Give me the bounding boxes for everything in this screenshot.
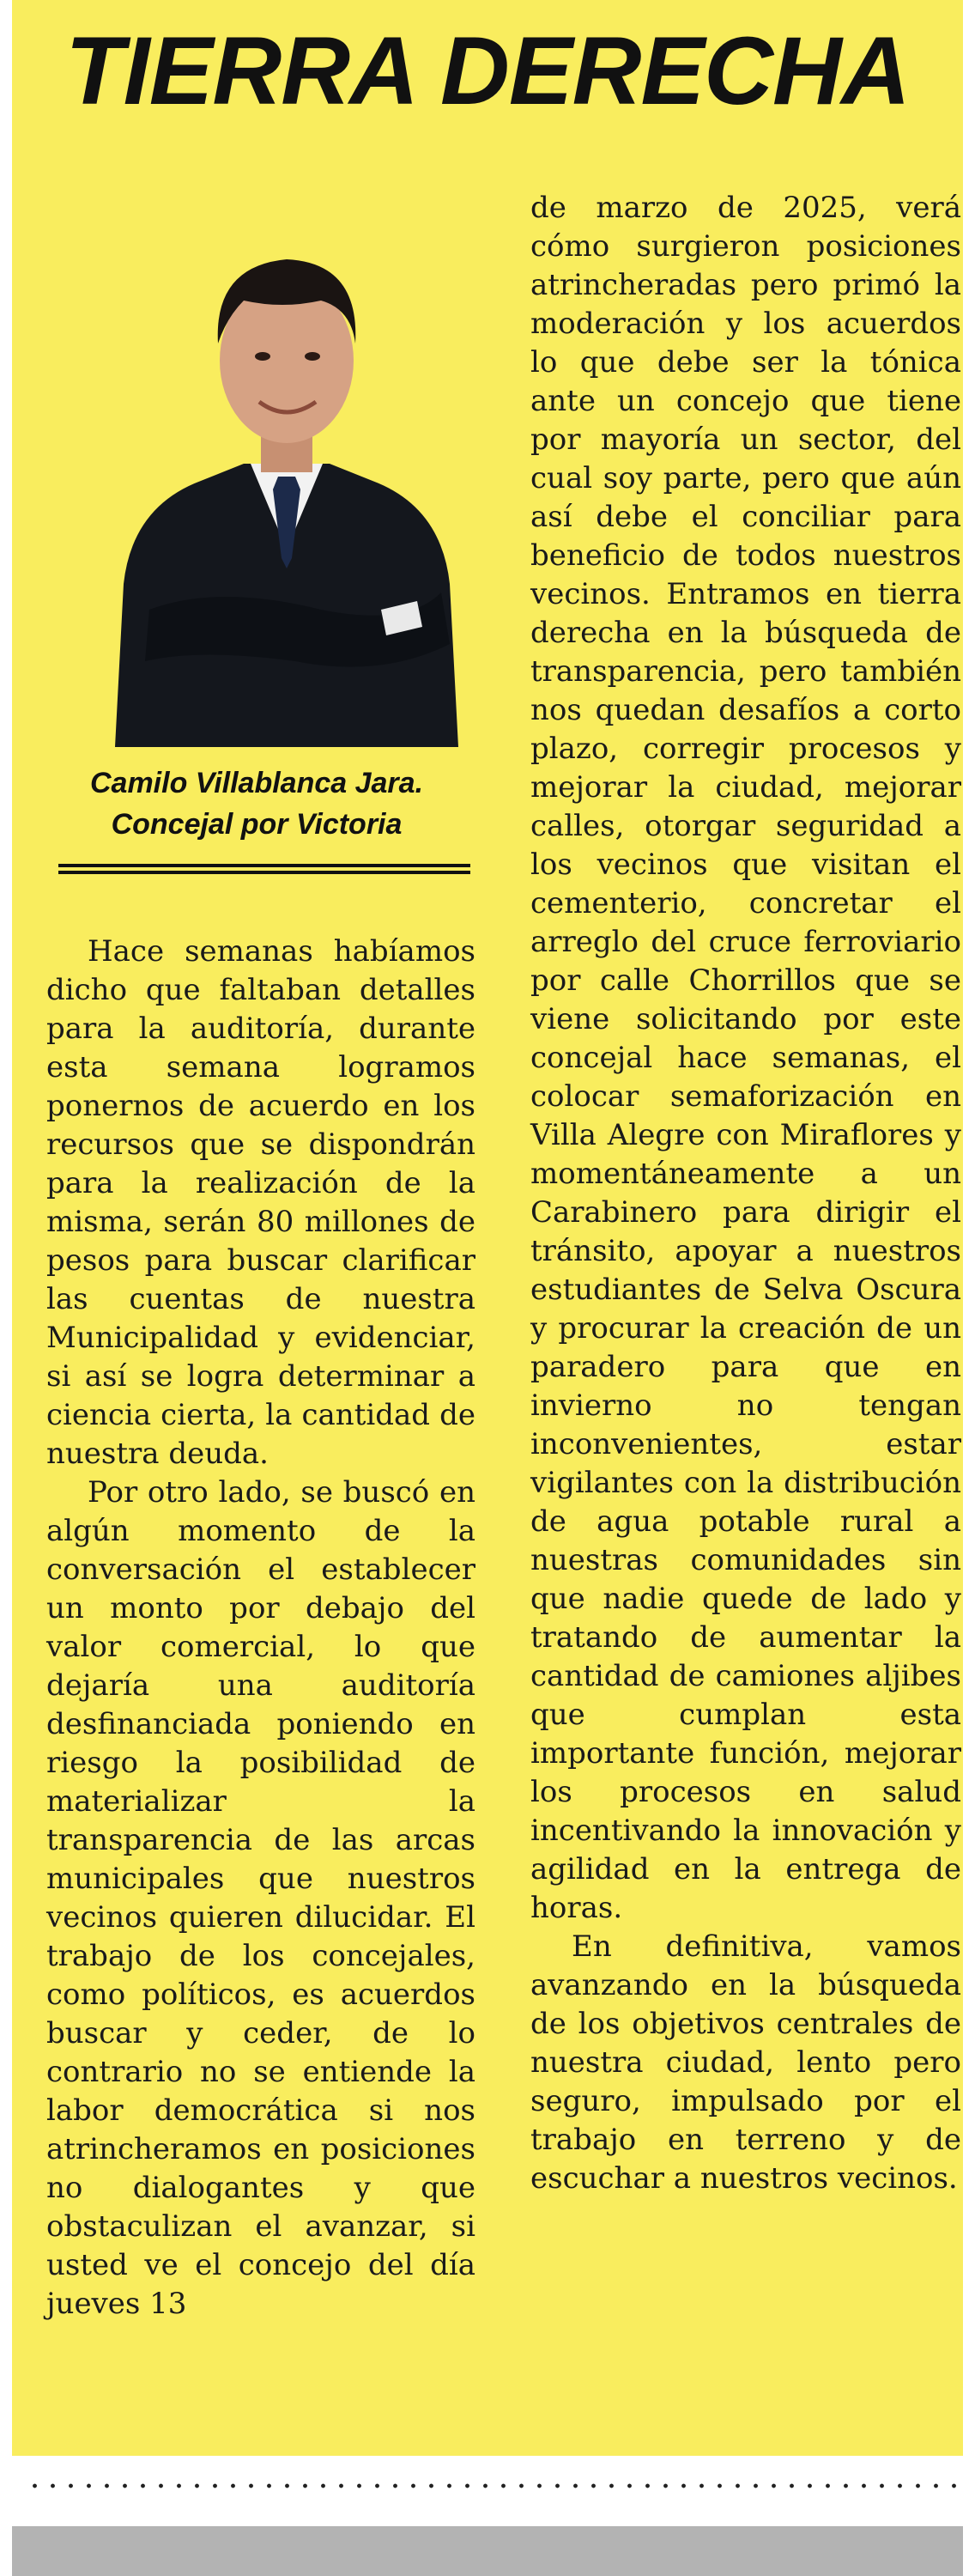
footer-bar — [12, 2526, 963, 2576]
article-column-right — [530, 189, 961, 2198]
caption-divider-bottom — [58, 871, 470, 874]
paragraph-1: Hace semanas habíamos dicho que faltaban detalles para la auditoría, durante esta semana logramos ponernos de acuerdo en los recursos que se dispondrán para la realización de la misma, serán 80 millones de pesos para buscar clarificar las cuentas de nuestra Municipalidad y evidenciar, si así se logra determinar a ciencia cierta, la cantidad de nuestra deuda. — [46, 934, 475, 1471]
paragraph-2-continued: de marzo de 2025, verá cómo surgieron posiciones atrincheradas pero primó la moderación y los acuerdos lo que debe ser la tónica ante un concejo que tiene por mayoría un sector, del cual soy parte, pero que aún así debe el conciliar para beneficio de todos nuestros vecinos. Entramos en tierra derecha en la búsqueda de transparencia, pero también nos quedan desafíos a corto plazo, corregir procesos y mejorar la ciudad, mejorar calles, otorgar seguridad a los vecinos que visitan el cementerio, concretar el arreglo del cruce ferroviario por calle Chorrillos que se viene solicitando por este concejal hace semanas, el colocar semaforización en Villa Alegre con Miraflores y momentáneamente a un Carabinero para dirigir el tránsito, apoyar a nuestros estudiantes de Selva Oscura y procurar la creación de un paradero para que en invierno no tengan inconvenientes, estar vigilantes con la distribución de agua potable rural a nuestras comunidades sin que nadie quede de lado y tratando de aumentar la cantidad de camiones aljibes que cumplan esta importante función, mejorar los procesos en salud incentivando la innovación y agilidad en la entrega de horas. — [530, 191, 961, 1925]
caption-divider-top — [58, 864, 470, 867]
caption-role: Concejal por Victoria — [111, 808, 403, 841]
caption-name: Camilo Villablanca Jara. — [89, 767, 424, 799]
article-column-left — [46, 933, 475, 2324]
headline: TIERRA DERECHA — [65, 17, 910, 125]
photo-caption — [46, 762, 467, 845]
dotted-separator — [26, 2482, 961, 2490]
article-panel — [12, 0, 963, 2456]
paragraph-3: En definitiva, vamos avanzando en la búsqueda de los objetivos centrales de nuestra ciudad, lento pero seguro, impulsado por el trabajo en terreno y de escuchar a nuestros vecinos. — [530, 1929, 961, 2196]
paragraph-2-start: Por otro lado, se buscó en algún momento de la conversación el establecer un monto por debajo del valor comercial, lo que dejaría una auditoría desfinanciada poniendo en riesgo la posibilidad de materializar la transparencia de las arcas municipales que nuestros vecinos quieren dilucidar. El trabajo de los concejales, como políticos, es acuerdos buscar y ceder, de lo contrario no se entiende la labor democrática si nos atrincheramos en posiciones no dialogantes y que obstaculizan el avanzar, si usted ve el concejo del día jueves 13 — [46, 1475, 475, 2321]
person-portrait-icon — [98, 180, 475, 747]
